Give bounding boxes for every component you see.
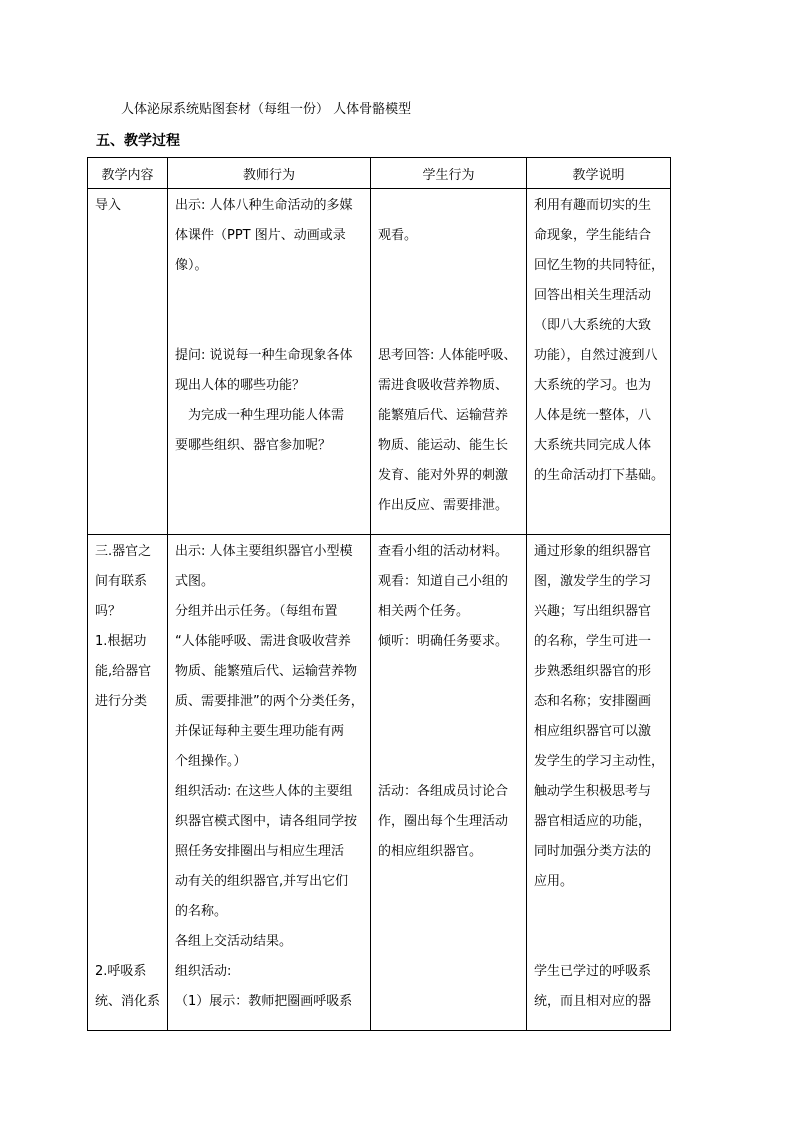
- cell-line: 需进食吸收营养物质、: [378, 378, 509, 393]
- teaching-process-table: [87, 157, 671, 1031]
- blank-line: [378, 747, 521, 777]
- cell-line: 2.呼吸系: [95, 964, 147, 979]
- cell-line: 命现象，学生能结合: [534, 228, 652, 243]
- cell-line: 要哪些组织、器官参加呢？: [175, 438, 332, 453]
- blank-line: [95, 927, 162, 957]
- content-cell: [88, 189, 167, 221]
- cell-line: 回答出相关生理活动: [534, 288, 652, 303]
- teacher-cell: [168, 189, 370, 461]
- cell-line: 吗？: [95, 604, 122, 619]
- cell-line: 兴趣；写出组织器官: [534, 604, 652, 619]
- header-content: 教学内容: [88, 158, 168, 189]
- cell-line: 大系统共同完成人体: [534, 438, 652, 453]
- cell-line: 分组并出示任务。（每组布置: [175, 604, 338, 619]
- blank-line: [95, 747, 162, 777]
- cell-line: 统，而且相对应的器: [534, 994, 652, 1009]
- cell-line: 三.器官之: [95, 544, 152, 559]
- cell-line: 图，激发学生的学习: [534, 574, 652, 589]
- materials-line: 人体泌尿系统贴图套材（每组一份） 人体骨骼模型: [121, 102, 412, 117]
- cell-line: 质、需要排泄”的两个分类任务，: [175, 694, 364, 709]
- header-student: 学生行为: [371, 158, 527, 189]
- cell-line: 的相应组织器官。: [378, 844, 483, 859]
- cell-line: 动有关的组织器官,并写出它们: [175, 874, 349, 889]
- cell-line: 同时加强分类方法的: [534, 844, 652, 859]
- cell-line: 发育、能对外界的刺激: [378, 468, 509, 483]
- cell-line: 态和名称；安排圈画: [534, 694, 652, 709]
- cell-line: 出示: 人体主要组织器官小型模: [175, 544, 353, 559]
- cell-line: 大系统的学习。也为: [534, 378, 652, 393]
- section-title: 五、教学过程: [96, 133, 180, 149]
- header-teacher: 教师行为: [168, 158, 371, 189]
- blank-line: [95, 897, 162, 927]
- cell-line: （即八大系统的大致: [534, 318, 652, 333]
- content-cell: [88, 535, 167, 1017]
- notes-cell: [527, 189, 670, 491]
- cell-line: 像）。: [175, 258, 208, 273]
- cell-line: 物质、能运动、能生长: [378, 438, 509, 453]
- cell-line: 利用有趣而切实的生: [534, 198, 652, 213]
- blank-line: [378, 311, 521, 341]
- cell-line: 活动：各组成员讨论合: [378, 784, 509, 799]
- cell-line: 现出人体的哪些功能？: [175, 378, 306, 393]
- cell-line: 功能），自然过渡到八: [534, 348, 658, 363]
- cell-line: 触动学生积极思考与: [534, 784, 652, 799]
- blank-line: [95, 777, 162, 807]
- cell-line: 回忆生物的共同特征，: [534, 258, 665, 273]
- cell-line: 作，圈出每个生理活动: [378, 814, 509, 829]
- cell-line: 体课件（PPT 图片、动画或录: [175, 228, 346, 243]
- cell-line: 织器官模式图中，请各组同学按: [175, 814, 358, 829]
- cell-line: 组织活动:: [175, 964, 232, 979]
- blank-line: [95, 717, 162, 747]
- blank-line: [378, 281, 521, 311]
- header-notes: 教学说明: [527, 158, 671, 189]
- cell-line: 进行分类: [95, 694, 148, 709]
- cell-line: 学生已学过的呼吸系: [534, 964, 652, 979]
- cell-line: 个组操作。）: [175, 754, 247, 769]
- cell-line: 能繁殖后代、运输营养: [378, 408, 509, 423]
- cell-line: 应用。: [534, 874, 574, 889]
- cell-line: 照任务安排圈出与相应生理活: [175, 844, 345, 859]
- blank-line: [95, 837, 162, 867]
- cell-line: “人体能呼吸、需进食吸收营养: [175, 634, 351, 649]
- blank-line: [378, 717, 521, 747]
- cell-line: 出示: 人体八种生命活动的多媒: [175, 198, 353, 213]
- cell-line: 相关两个任务。: [378, 604, 470, 619]
- blank-line: [378, 191, 521, 221]
- blank-line: [534, 897, 665, 927]
- cell-line: 相应组织器官可以激: [534, 724, 652, 739]
- cell-line: 通过形象的组织器官: [534, 544, 652, 559]
- cell-line: 作出反应、需要排泄。: [378, 498, 509, 513]
- teacher-cell: [168, 535, 370, 1017]
- cell-line: 器官相适应的功能，: [534, 814, 652, 829]
- cell-line: 为完成一种生理功能人体需: [175, 408, 345, 423]
- cell-line: 的名称，学生可进一: [534, 634, 652, 649]
- cell-line: 间有联系: [95, 574, 148, 589]
- table-row: [88, 189, 671, 535]
- cell-line: 提问: 说说每一种生命现象各体: [175, 348, 353, 363]
- cell-line: 步熟悉组织器官的形: [534, 664, 652, 679]
- cell-line: 的名称。: [175, 904, 228, 919]
- cell-line: 观看。: [378, 228, 418, 243]
- cell-line: 倾听：明确任务要求。: [378, 634, 509, 649]
- student-cell: [371, 189, 526, 521]
- blank-line: [378, 687, 521, 717]
- cell-line: （1）展示：教师把圈画呼吸系: [175, 994, 353, 1009]
- cell-line: 人体是统一整体，八: [534, 408, 652, 423]
- student-cell: [371, 535, 526, 867]
- blank-line: [175, 281, 365, 311]
- cell-line: 发学生的学习主动性，: [534, 754, 665, 769]
- notes-cell: [527, 535, 670, 1017]
- cell-line: 统、消化系: [95, 994, 161, 1009]
- blank-line: [175, 311, 365, 341]
- blank-line: [95, 867, 162, 897]
- blank-line: [378, 251, 521, 281]
- cell-line: 1.根据功: [95, 634, 147, 649]
- cell-line: 并保证每种主要生理功能有两: [175, 724, 345, 739]
- cell-line: 物质、能繁殖后代、运输营养物: [175, 664, 358, 679]
- table-row: [88, 535, 671, 1031]
- cell-line: 导入: [95, 198, 122, 213]
- cell-line: 的生命活动打下基础。: [534, 468, 665, 483]
- blank-line: [378, 657, 521, 687]
- cell-line: 观看：知道自己小组的: [378, 574, 509, 589]
- cell-line: 查看小组的活动材料。: [378, 544, 509, 559]
- cell-line: 各组上交活动结果。: [175, 934, 293, 949]
- table-header-row: [88, 158, 671, 189]
- cell-line: 思考回答: 人体能呼吸、: [378, 348, 517, 363]
- cell-line: 组织活动: 在这些人体的主要组: [175, 784, 353, 799]
- blank-line: [534, 927, 665, 957]
- cell-line: 式图。: [175, 574, 215, 589]
- blank-line: [95, 807, 162, 837]
- cell-line: 能,给器官: [95, 664, 152, 679]
